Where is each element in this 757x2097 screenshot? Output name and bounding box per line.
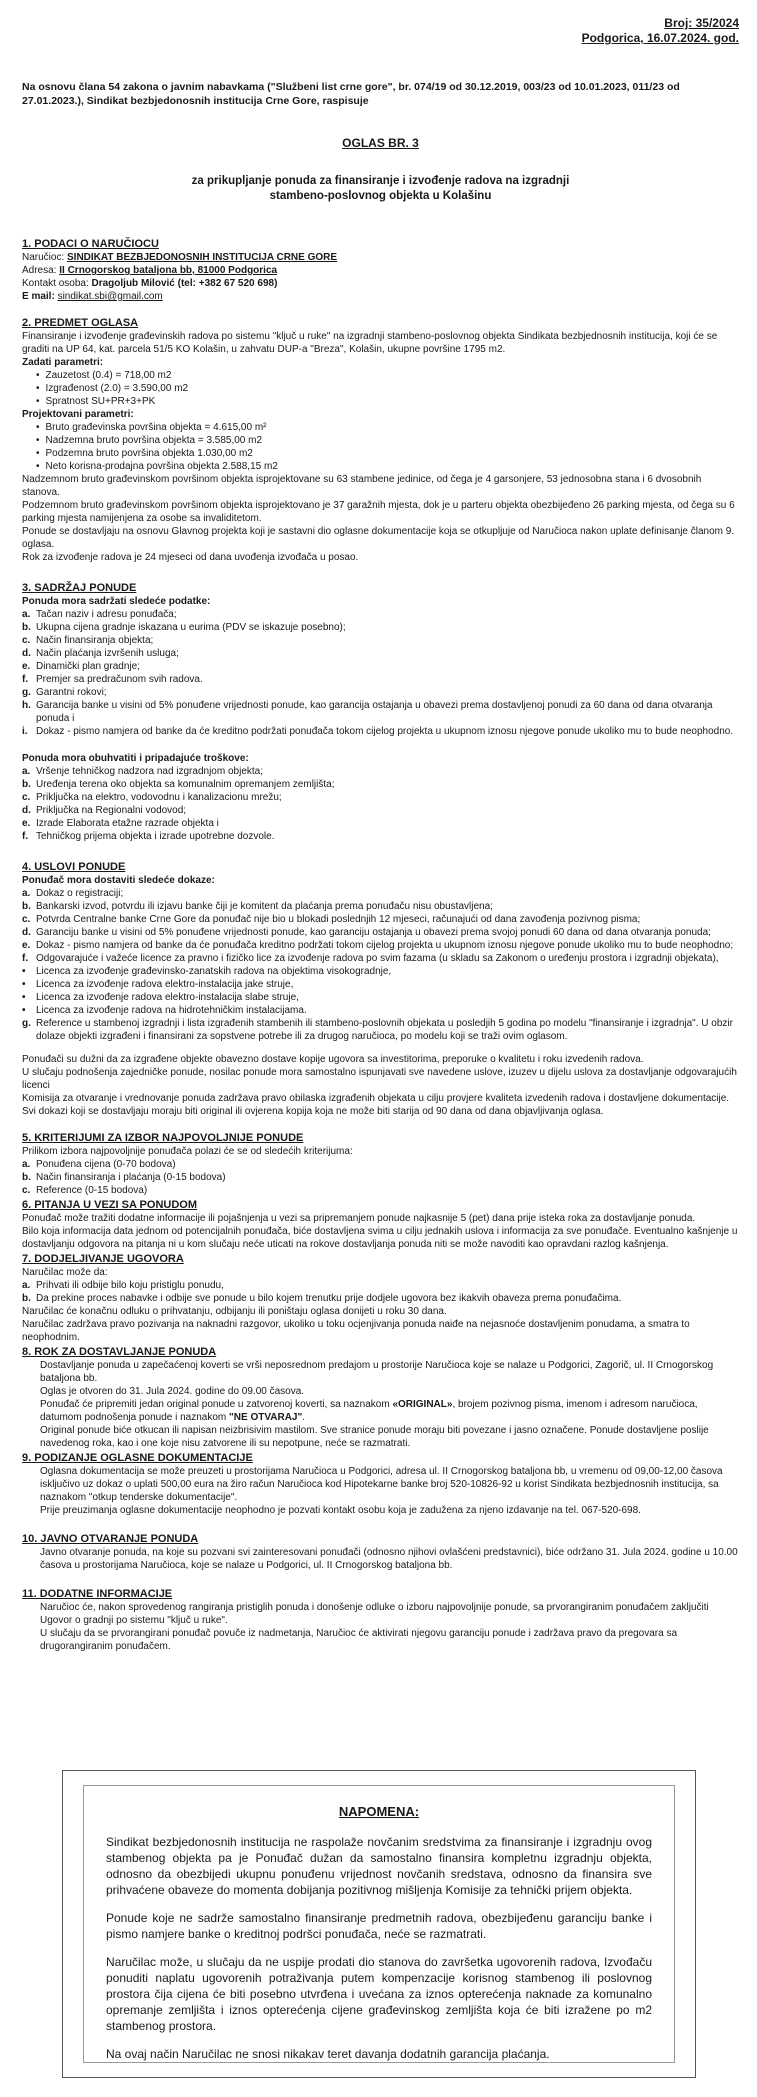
list-item: a. Tačan naziv i adresu ponuđača; xyxy=(22,609,177,620)
section-9-paragraph: Prije preuzimanja oglasne dokumentacije neophodno je pozvati kontakt osobu koja je zadužena za njeno izdavanje na tel. 067-520-698. xyxy=(40,1505,641,1516)
section-8-paragraph: Original ponude biće otkucan ili napisan neizbrisivim mastilom. Sve stranice ponude moraju biti povezane i jasno označene. Ponude dostavljene poslije navedenog roka, kao i one koje nisu zatvorene ili su nepotpune, neće se razmatrati. xyxy=(40,1425,709,1449)
list-item: d. Garanciju banke u visini od 5% ponuđene vrijednosti ponude, kao garanciju ostajanja u obavezi prema svojoj ponudi 60 dana od dana otvaranja ponuda; xyxy=(22,927,711,938)
section-6 xyxy=(22,1199,739,1251)
list-item: d. Način plaćanja izvršenih usluga; xyxy=(22,648,179,659)
list-item: b. Način finansiranja i plaćanja (0-15 bodova) xyxy=(22,1172,226,1183)
kontakt-line: Kontakt osoba: Dragoljub Milović (tel: +382 67 520 698) xyxy=(22,278,278,289)
section-9 xyxy=(22,1452,739,1517)
list-item: b. Uređenja terena oko objekta sa komunalnim opremanjem zemljišta; xyxy=(22,779,335,790)
napomena-paragraph: Na ovaj način Naručilac ne snosi nikakav teret davanja dodatnih garancija plaćanja. xyxy=(106,2047,550,2061)
list-item: i. Dokaz - pismo namjera od banke da će kreditno podržati ponuđača tokom cijelog projekta u ukupnom iznosu njegove ponude ukoliko mu to bude neophodno. xyxy=(22,726,734,737)
list-item: • Bruto građevinska površina objekta = 4.615,00 m² xyxy=(36,421,739,434)
section-11-paragraph: U slučaju da se prvorangirani ponuđač povuče iz nadmetanja, Naručioc će aktivirati njegovu garanciju ponude i zadržava pravo da pregovara sa drugorangiranim ponuđačem. xyxy=(40,1628,678,1652)
section-2-paragraph: Podzemnom bruto građevinskom površinom objekta isprojektovano je 37 garažnih mjesta, dok je u parteru objekta obezbijeđeno 26 parking mjesta, od čega su 6 parking mjesta namijenjena za osobe sa invaliditetom. xyxy=(22,500,735,524)
list-item: g. Garantni rokovi; xyxy=(22,687,107,698)
section-8-paragraph: Ponuđač će pripremiti jedan original ponude u zatvorenoj koverti, sa naznakom «ORIGINAL», brojem pozivnog pisma, imenom i adresom naručioca, datumom podnošenja ponude i naznakom "NE OTVARAJ". xyxy=(40,1399,698,1423)
list-item: • Licenca za izvođenje radova elektro-instalacija slabe struje, xyxy=(22,992,299,1003)
dodjela-list xyxy=(22,1279,739,1305)
section-11 xyxy=(22,1588,739,1653)
napomena-box xyxy=(62,1770,696,2078)
section-10 xyxy=(22,1533,739,1572)
list-item: b. Da prekine proces nabavke i odbije sve ponude u bilo kojem trenutku prije dodjele ugovora bez ikakvih obaveza prema ponuđačima. xyxy=(22,1293,622,1304)
section-2-title: 2. PREDMET OGLASA xyxy=(22,317,139,329)
list-item: e. Izrade Elaborata etažne razrade objekta i xyxy=(22,818,219,829)
uslovi-list xyxy=(22,887,739,1043)
napomena-title: NAPOMENA: xyxy=(338,1804,420,1819)
section-5-title: 5. KRITERIJUMI ZA IZBOR NAJPOVOLJNIJE PONUDE xyxy=(22,1132,304,1144)
section-4-paragraph: U slučaju podnošenja zajedničke ponude, nosilac ponude mora samostalno ispunjavati sve navedene uslove, izuzev u dijelu uslova za dostavljanje odgovarajućih licenci xyxy=(22,1067,737,1091)
list-item: c. Reference (0-15 bodova) xyxy=(22,1185,148,1196)
list-item: f. Premjer sa predračunom svih radova. xyxy=(22,674,203,685)
list-item: • Nadzemna bruto površina objekta = 3.585,00 m2 xyxy=(36,434,739,447)
list-item: • Neto korisna-prodajna površina objekta 2.588,15 m2 xyxy=(36,460,739,473)
section-8-paragraph: Dostavljanje ponuda u zapečaćenoj koverti se vrši neposrednom predajom u prostorije Naručioca koje se nalaze u Podgorici, Zagorič, ul. II Crnogorskog bataljona bb. xyxy=(40,1360,714,1384)
intro-paragraph: Na osnovu člana 54 zakona o javnim nabavkama ("Službeni list crne gore", br. 074/19 od 30.12.2019, 003/23 od 10.01.2023, 011/23 od 27.01.2023.), Sindikat bezbjedonosnih institucija Crne Gore, raspisuje xyxy=(22,81,680,107)
section-9-paragraph: Oglasna dokumentacija se može preuzeti u prostorijama Naručioca u Podgorici, adresa ul. II Crnogorskog bataljona bb, u vremenu od 09,00-12,00 časova isključivo uz dokaz o uplati 500,00 eura na žiro račun Naručioca kod Hipotekarne banke broj 520-10826-92 u korist Sindikata bezbjednosnih institucija, sa naznakom "otkup tenderske dokumentacije". xyxy=(40,1466,723,1503)
document-header xyxy=(22,16,739,46)
list-item: • Zauzetost (0.4) = 718,00 m2 xyxy=(36,369,739,382)
section-2-paragraph: Ponude se dostavljaju na osnovu Glavnog projekta koji je sastavni dio oglasne dokumentacije koja se otkupljuje od Naručioca nakon uplate definisanje članom 9. oglasa. xyxy=(22,526,735,550)
section-4-paragraph: Komisija za otvaranje i vrednovanje ponuda zadržava pravo obilaska izgrađenih objekata u cilju provjere kvaliteta izvedenih radova i dostavljene dokumentacije. xyxy=(22,1093,730,1104)
section-2 xyxy=(22,317,739,564)
list-item: b. Bankarski izvod, potvrdu ili izjavu banke čiji je komitent da plaćanja prema ponuđaču nisu obustavljena; xyxy=(22,901,493,912)
section-4-paragraph: Svi dokazi koji se dostavljaju moraju biti original ili ovjerena kopija koja ne može biti starija od 90 dana od dana objavljivanja oglasa. xyxy=(22,1106,604,1117)
section-7-title: 7. DODJELJIVANJE UGOVORA xyxy=(22,1253,184,1265)
list-item: a. Prihvati ili odbije bilo koju pristiglu ponudu, xyxy=(22,1280,224,1291)
list-item: • Licenca za izvođenje radova elektro-instalacija jake struje, xyxy=(22,979,294,990)
section-3-subtitle: Ponuda mora sadržati sledeće podatke: xyxy=(22,596,211,607)
list-item: a. Dokaz o registraciji; xyxy=(22,888,124,899)
section-5-paragraph: Prilikom izbora najpovoljnije ponuđača polazi će se od sledećih kriterijuma: xyxy=(22,1146,353,1157)
oglas-title: OGLAS BR. 3 xyxy=(342,136,419,150)
email-link[interactable]: sindikat.sbi@gmail.com xyxy=(57,291,163,302)
troskovi-list xyxy=(22,765,739,843)
section-7-paragraph: Naručilac može da: xyxy=(22,1267,108,1278)
section-7-paragraph: Naručilac će konačnu odluku o prihvatanju, odbijanju ili poništaju oglasa donijeti u roku 30 dana. xyxy=(22,1306,447,1317)
email-line: E mail: sindikat.sbi@gmail.com xyxy=(22,291,163,302)
section-11-paragraph: Naručioc će, nakon sprovedenog rangiranja pristiglih ponuda i donošenje odluke o izboru najpovoljnije ponude, sa prvorangiranim ponuđačem zaključiti Ugovor o gradnji po sistemu "ključ u ruke". xyxy=(40,1602,709,1626)
list-item: c. Potvrda Centralne banke Crne Gore da ponuđač nije bio u blokadi poslednjih 12 mjeseci, računajući od dana zavođenja pozivnog pisma; xyxy=(22,914,641,925)
napomena-paragraph: Ponude koje ne sadrže samostalno finansiranje predmetnih radova, obezbijeđenu garanciju banke i pismo namjere banke o kreditnoj podršci ponuđača, neće se razmatrati. xyxy=(106,1911,652,1941)
projektovani-parametri-title: Projektovani parametri: xyxy=(22,409,134,420)
section-7-paragraph: Naručilac zadržava pravo pozivanja na naknadni razgovor, ukoliko u toku ocjenjivanja ponuda naiđe na nejasnoće dostavljenim ponudama, a smatra to neophodnim. xyxy=(22,1319,690,1343)
kriterijumi-list xyxy=(22,1158,739,1197)
list-item: g. Reference u stambenoj izgradnji i lista izgrađenih stambenih ili stambeno-poslovnih objekata u posledjih 5 godina po modelu "finansiranje i izgradnja". U obzir dolaze objekti izgrađeni i finansirani za sopstvene potrebe ili za drugog naručioca, po modelu koji se traži ovim oglasom. xyxy=(22,1018,733,1042)
section-6-title: 6. PITANJA U VEZI SA PONUDOM xyxy=(22,1199,198,1211)
document-date: Podgorica, 16.07.2024. god. xyxy=(581,31,739,45)
list-item: • Licenca za izvođenje građevinsko-zanatskih radova na objektima visokogradnje, xyxy=(22,966,392,977)
section-11-title: 11. DODATNE INFORMACIJE xyxy=(22,1588,173,1600)
list-item: a. Vršenje tehničkog nadzora nad izgradnjom objekta; xyxy=(22,766,263,777)
zadati-parametri-list xyxy=(22,369,739,408)
projektovani-parametri-list xyxy=(22,421,739,473)
list-item: c. Priključka na elektro, vodovodnu i kanalizacionu mrežu; xyxy=(22,792,282,803)
narucioc-line: Naručioc: SINDIKAT BEZBJEDONOSNIH INSTITUCIJA CRNE GORE xyxy=(22,252,338,263)
section-6-paragraph: Bilo koja informacija data jednom od potencijalnih ponuđača, biće dostavljena svima u cilju jednakih uslova i informacija za sve ponuđače. Eventualno kašnjenje u dostavljanju odgovora na pitanja ni u kom slučaju neće uticati na rokove dostavljanja ponuda niti se može navoditi kao opravdani razlog kašnjenja. xyxy=(22,1226,738,1250)
list-item: f. Tehničkog prijema objekta i izrade upotrebne dozvole. xyxy=(22,831,275,842)
section-10-paragraph: Javno otvaranje ponuda, na koje su pozvani svi zainteresovani ponuđači (odnosno njihovi ovlašćeni predstavnici), biće održano 31. Jula 2024. godine u 10.00 časova u prostorijama Naručioca, koje se nalaze u Podgorici, ul. II Crnogorskog bataljona bb. xyxy=(40,1547,738,1571)
list-item: • Podzemna bruto površina objekta 1.030,00 m2 xyxy=(36,447,739,460)
list-item: f. Odgovarajuće i važeće licence za pravno i fizičko lice za izvođenje radova po svim fazama (u skladu sa Zakonom o uređenju prostora i izgradnji objekata), xyxy=(22,953,719,964)
oglas-subtitle-line-2: stambeno-poslovnog objekta u Kolašinu xyxy=(269,190,492,202)
sadrzaj-list xyxy=(22,608,739,738)
list-item: • Izgrađenost (2.0) = 3.590,00 m2 xyxy=(36,382,739,395)
section-3 xyxy=(22,582,739,843)
document-page xyxy=(22,0,739,1653)
section-10-title: 10. JAVNO OTVARANJE PONUDA xyxy=(22,1533,199,1545)
section-8-title: 8. ROK ZA DOSTAVLJANJE PONUDA xyxy=(22,1346,217,1358)
oglas-subtitle xyxy=(22,174,739,204)
list-item: • Licenca za izvođenje radova na hidrotehničkim instalacijama. xyxy=(22,1005,307,1016)
list-item: e. Dinamički plan gradnje; xyxy=(22,661,140,672)
list-item: a. Ponuđena cijena (0-70 bodova) xyxy=(22,1159,176,1170)
section-5 xyxy=(22,1132,739,1197)
napomena-paragraph: Sindikat bezbjedonosnih institucija ne raspolaže novčanim sredstvima za finansiranje i izgradnju ovog stambenog objekta pa je Ponuđač dužan da samostalno finansira kompletnu izgradnju objekta, odnosno da obezbijedi ukupnu ponuđenu vrijednost novčanih sredstava, odnosno da finansira sve prihvaćene obaveze do momenta dobijanja pozitivnog mišljenja Komisije za tehnički prijem objekta. xyxy=(106,1835,652,1897)
section-4-paragraph: Ponuđači su dužni da za izgrađene objekte obavezno dostave kopije ugovora sa investitorima, preporuke o kvalitetu i roku izvedenih radova. xyxy=(22,1054,644,1065)
napomena-inner xyxy=(83,1785,675,2063)
adresa-line: Adresa: II Crnogorskog bataljona bb, 81000 Podgorica xyxy=(22,265,278,276)
section-4-title: 4. USLOVI PONUDE xyxy=(22,861,126,873)
section-2-paragraph: Nadzemnom bruto građevinskom površinom objekta isprojektovane su 63 stambene jedinice, od čega je 4 garsonjere, 53 jednosobna stana i 6 dvosobnih stanova. xyxy=(22,474,702,498)
oglas-subtitle-line-1: za prikupljanje ponuda za finansiranje i izvođenje radova na izgradnji xyxy=(191,175,570,187)
zadati-parametri-title: Zadati parametri: xyxy=(22,357,104,368)
section-6-paragraph: Ponuđač može tražiti dodatne informacije ili pojašnjenja u vezi sa pripremanjem ponude najkasnije 5 (pet) dana prije isteka roka za dostavljanje ponuda. xyxy=(22,1213,696,1224)
section-9-title: 9. PODIZANJE OGLASNE DOKUMENTACIJE xyxy=(22,1452,253,1464)
section-1 xyxy=(22,238,739,303)
list-item: • Spratnost SU+PR+3+PK xyxy=(36,395,739,408)
document-number: Broj: 35/2024 xyxy=(664,16,739,30)
list-item: e. Dokaz - pismo namjera od banke da će ponuđača kreditno podržati tokom cijelog projekta u ukupnom iznosu njegove ponude ukoliko mu to bude neophodno; xyxy=(22,940,734,951)
list-item: d. Priključka na Regionalni vodovod; xyxy=(22,805,187,816)
list-item: h. Garancija banke u visini od 5% ponuđene vrijednosti ponude, kao garancija ostajanja u obavezi prema dostavljenoj ponudi za 60 dana od dana otvaranja ponuda i xyxy=(22,700,713,724)
section-8-paragraph: Oglas je otvoren do 31. Jula 2024. godine do 09.00 časova. xyxy=(40,1386,305,1397)
section-4 xyxy=(22,861,739,1118)
section-2-paragraph: Finansiranje i izvođenje građevinskih radova po sistemu "ključ u ruke" na izgradnji stambeno-poslovnog objekta Sindikata bezbjednosnih institucija, koji će se graditi na UP 64, kat. parcela 51/5 KO Kolašin, u zahvatu DUP-a "Breza", Kolašin, ukupne površine 1795 m2. xyxy=(22,331,718,355)
section-1-title: 1. PODACI O NARUČIOCU xyxy=(22,238,159,250)
section-3-title: 3. SADRŽAJ PONUDE xyxy=(22,582,137,594)
napomena-paragraph: Naručilac može, u slučaju da ne uspije prodati dio stanova do završetka ugovorenih radova, Izvođaču ponuditi naplatu ugovorenih potraživanja putem kompenzacije korisnog stambenog ili poslovnog prostora čija cijena će biti posebno utvrđena i uvećana za iznos opterećenja naknade za komunalno opremanje zemljišta i iznos opterećenja cijene građevinskog zemljišta koja će biti izražene po m2 stambenog prostora. xyxy=(106,1955,652,2033)
section-2-paragraph: Rok za izvođenje radova je 24 mjeseci od dana uvođenja izvođača u posao. xyxy=(22,552,359,563)
section-7 xyxy=(22,1253,739,1344)
list-item: b. Ukupna cijena gradnje iskazana u eurima (PDV se iskazuje posebno); xyxy=(22,622,346,633)
troskovi-title: Ponuda mora obuhvatiti i pripadajuće troškove: xyxy=(22,753,249,764)
section-8 xyxy=(22,1346,739,1450)
section-4-subtitle: Ponuđač mora dostaviti sledeće dokaze: xyxy=(22,875,215,886)
list-item: c. Način finansiranja objekta; xyxy=(22,635,154,646)
